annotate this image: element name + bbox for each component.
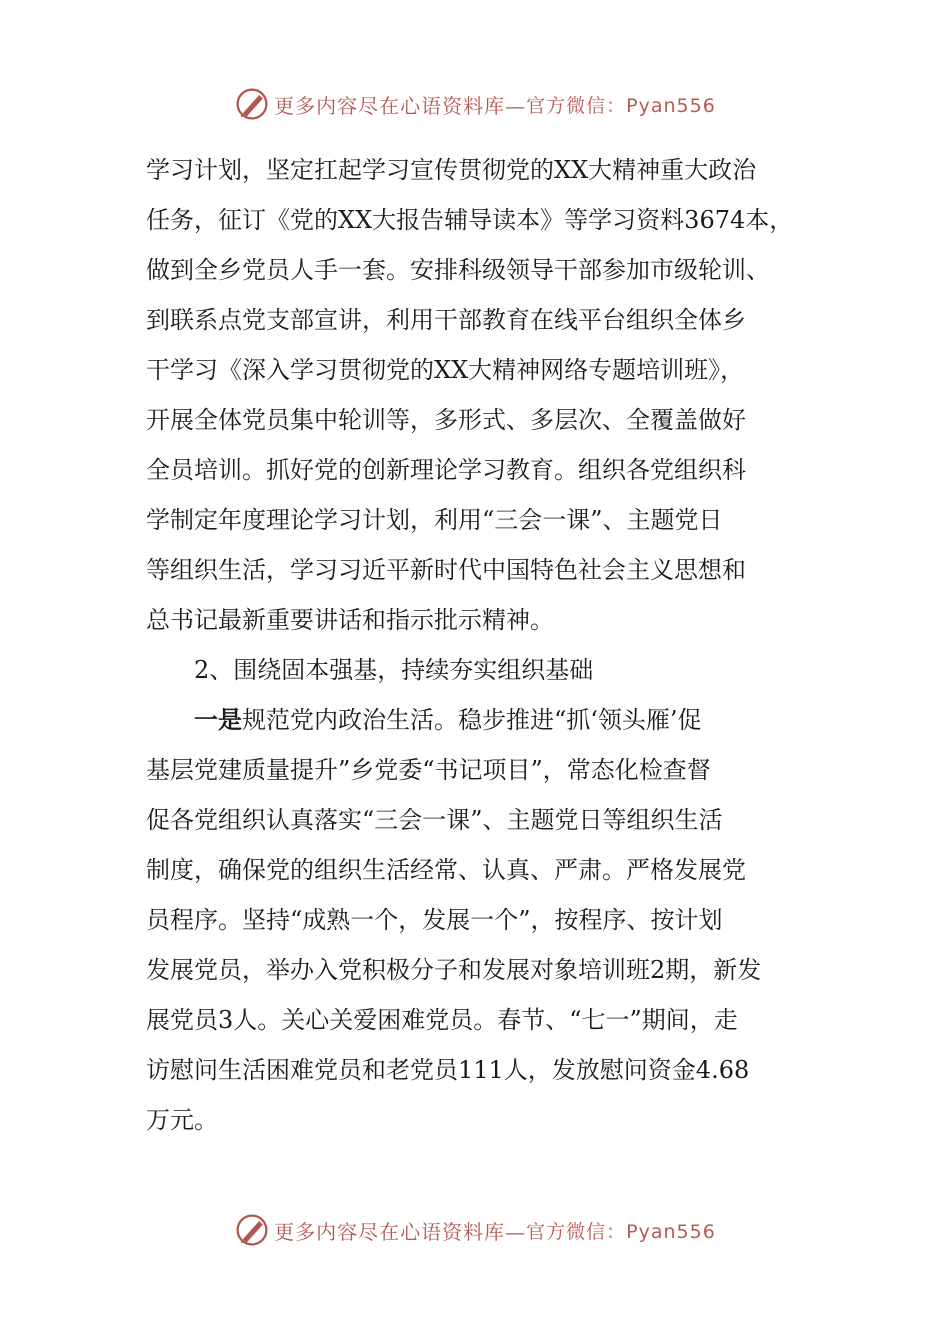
paragraph-first-line: [146, 695, 826, 745]
watermark-footer: [0, 1210, 950, 1250]
text-line: 做到全乡党员人手一套。安排科级领导干部参加市级轮训、: [146, 256, 770, 284]
text-line: 等组织生活，学习习近平新时代中国特色社会主义思想和: [146, 556, 746, 584]
text-line: 促各党组织认真落实“三会一课”、主题党日等组织生活: [146, 806, 723, 834]
text-line: 员程序。坚持“成熟一个，发展一个”，按程序、按计划: [146, 906, 723, 934]
paragraph-lead: 一是: [194, 705, 242, 734]
text-line: 全员培训。抓好党的创新理论学习教育。组织各党组织科: [146, 456, 746, 484]
text-line: 发展党员，举办入党积极分子和发展对象培训班2期，新发: [146, 956, 762, 984]
text-line: 学习计划，坚定扛起学习宣传贯彻党的XX大精神重大政治: [146, 156, 757, 184]
watermark-brand-text: 更多内容尽在心语资料库—: [274, 93, 527, 118]
text-line: 开展全体党员集中轮训等，多形式、多层次、全覆盖做好: [146, 406, 746, 434]
text-line: 访慰问生活困难党员和老党员111人，发放慰问资金4.68: [146, 1056, 750, 1084]
pen-circle-logo-icon: [234, 86, 270, 122]
watermark-header: [0, 84, 950, 124]
text-line: 万元。: [146, 1106, 218, 1134]
text-line: 到联系点党支部宣讲，利用干部教育在线平台组织全体乡: [146, 306, 746, 334]
watermark-wechat-text: 官方微信：Pyan556: [526, 1220, 716, 1243]
text-line: 制度，确保党的组织生活经常、认真、严肃。严格发展党: [146, 856, 746, 884]
section-heading: 2、围绕固本强基，持续夯实组织基础: [194, 656, 594, 684]
document-body: [146, 145, 826, 1145]
paragraph-first-rest: 规范党内政治生活。稳步推进“抓‘领头雁’促: [242, 706, 702, 734]
text-line: 任务，征订《党的XX大报告辅导读本》等学习资料3674本，: [146, 206, 794, 234]
text-line: 总书记最新重要讲话和指示批示精神。: [146, 606, 554, 634]
text-line: 基层党建质量提升”乡党委“书记项目”，常态化检查督: [146, 756, 711, 784]
text-line: 学制定年度理论学习计划，利用“三会一课”、主题党日: [146, 506, 723, 534]
watermark-brand-text: 更多内容尽在心语资料库—: [274, 1219, 527, 1244]
text-line: 干学习《深入学习贯彻党的XX大精神网络专题培训班》，: [146, 356, 745, 384]
pen-circle-logo-icon: [234, 1212, 270, 1248]
text-line: 展党员3人。关心关爱困难党员。春节、“七一”期间，走: [146, 1006, 738, 1034]
watermark-wechat-text: 官方微信：Pyan556: [526, 94, 716, 117]
